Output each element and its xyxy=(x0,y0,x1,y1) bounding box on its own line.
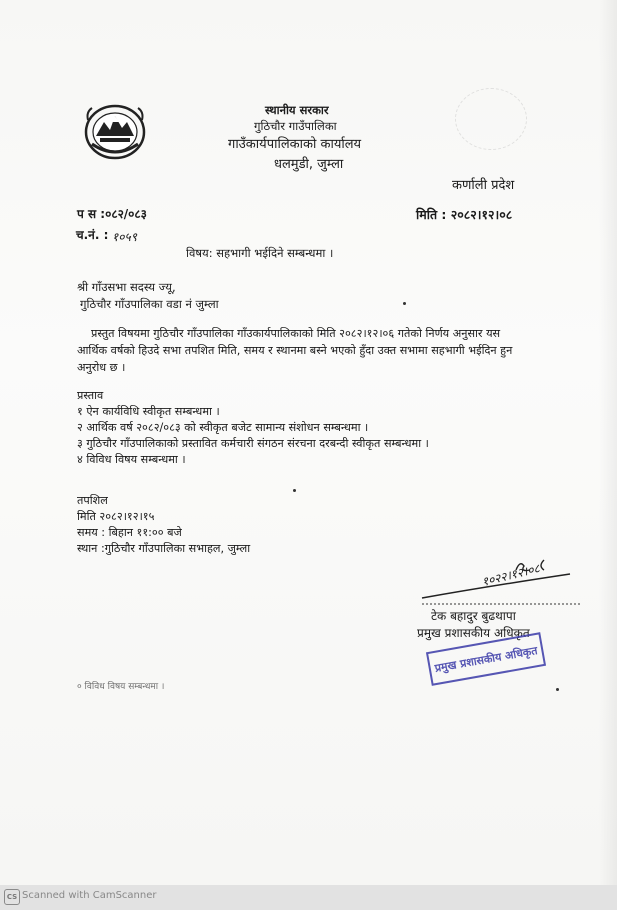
official-stamp: प्रमुख प्रशासकीय अधिकृत xyxy=(426,632,546,686)
letter-date: मिति : २०८२।१२।०८ xyxy=(416,207,513,222)
camscanner-logo-icon: CS xyxy=(4,889,20,905)
signatory-name: टेक बहादुर बुढथापा xyxy=(431,609,516,623)
proposals-heading: प्रस्ताव xyxy=(77,389,104,402)
bleed-through-text: ० विविध विषय सम्बन्धमा । xyxy=(77,682,165,692)
handwritten-date: १०२२।१२।०८ xyxy=(480,561,542,590)
speck xyxy=(293,489,296,492)
body-paragraph-line-3: अनुरोध छ । xyxy=(77,361,126,374)
nepal-emblem-icon xyxy=(82,100,148,162)
header-location: धलमुडी, जुम्ला xyxy=(274,157,344,172)
header-office: गाउँकार्यपालिकाको कार्यालय xyxy=(228,137,362,152)
dispatch-label: च.नं. : xyxy=(76,228,109,242)
proposal-item: १ ऐन कार्यविधि स्वीकृत सम्बन्धमा । xyxy=(77,405,220,418)
meeting-venue: स्थान :गुठिचौर गाँउपालिका सभाहल, जुम्ला xyxy=(77,542,251,555)
body-paragraph-line-1: प्रस्तुत विषयमा गुठिचौर गाँउपालिका गाँउकार्यपालिकाको मिति २०८२।१२।०६ गतेको निर्णय अनुसार यस xyxy=(91,327,501,340)
reference-number: प स :०८२/०८३ xyxy=(77,207,147,221)
header-local-government: स्थानीय सरकार xyxy=(265,103,329,117)
recipient-line-1: श्री गाँउसभा सदस्य ज्यू, xyxy=(77,280,176,294)
proposal-item: ४ विविध विषय सम्बन्धमा । xyxy=(77,453,186,466)
faint-seal-mark xyxy=(455,88,527,150)
scanner-watermark-text: Scanned with CamScanner xyxy=(22,890,157,901)
proposal-item: ३ गुठिचौर गाँउपालिकाको प्रस्तावित कर्मचारी संगठन संरचना दरबन्दी स्वीकृत सम्बन्धमा । xyxy=(77,437,429,450)
header-municipality: गुठिचौर गाउँपालिका xyxy=(254,119,337,133)
details-heading: तपशिल xyxy=(77,494,108,507)
signatory-title: प्रमुख प्रशासकीय अधिकृत xyxy=(417,626,530,640)
speck xyxy=(556,688,559,691)
meeting-date: मिति २०८२।१२।१५ xyxy=(77,510,155,523)
header-province: कर्णाली प्रदेश xyxy=(452,178,515,193)
scanner-footer xyxy=(0,885,617,910)
meeting-time: समय : बिहान ११:०० बजे xyxy=(77,526,182,539)
subject-line: विषय: सहभागी भईदिने सम्बन्धमा । xyxy=(186,246,334,260)
body-paragraph-line-2: आर्थिक वर्षको हिउदे सभा तपशित मिति, समय र स्थानमा बस्ने भएको हुँदा उक्त सभामा सहभागी भईदिन हुन xyxy=(77,344,513,357)
proposal-item: २ आर्थिक वर्ष २०८२/०८३ को स्वीकृत बजेट सामान्य संशोधन सम्बन्धमा । xyxy=(77,421,369,434)
recipient-line-2: गुठिचौर गाँउपालिका वडा नं जुम्ला xyxy=(80,297,219,311)
dispatch-number: १०५९ xyxy=(112,230,137,244)
speck xyxy=(403,302,406,305)
